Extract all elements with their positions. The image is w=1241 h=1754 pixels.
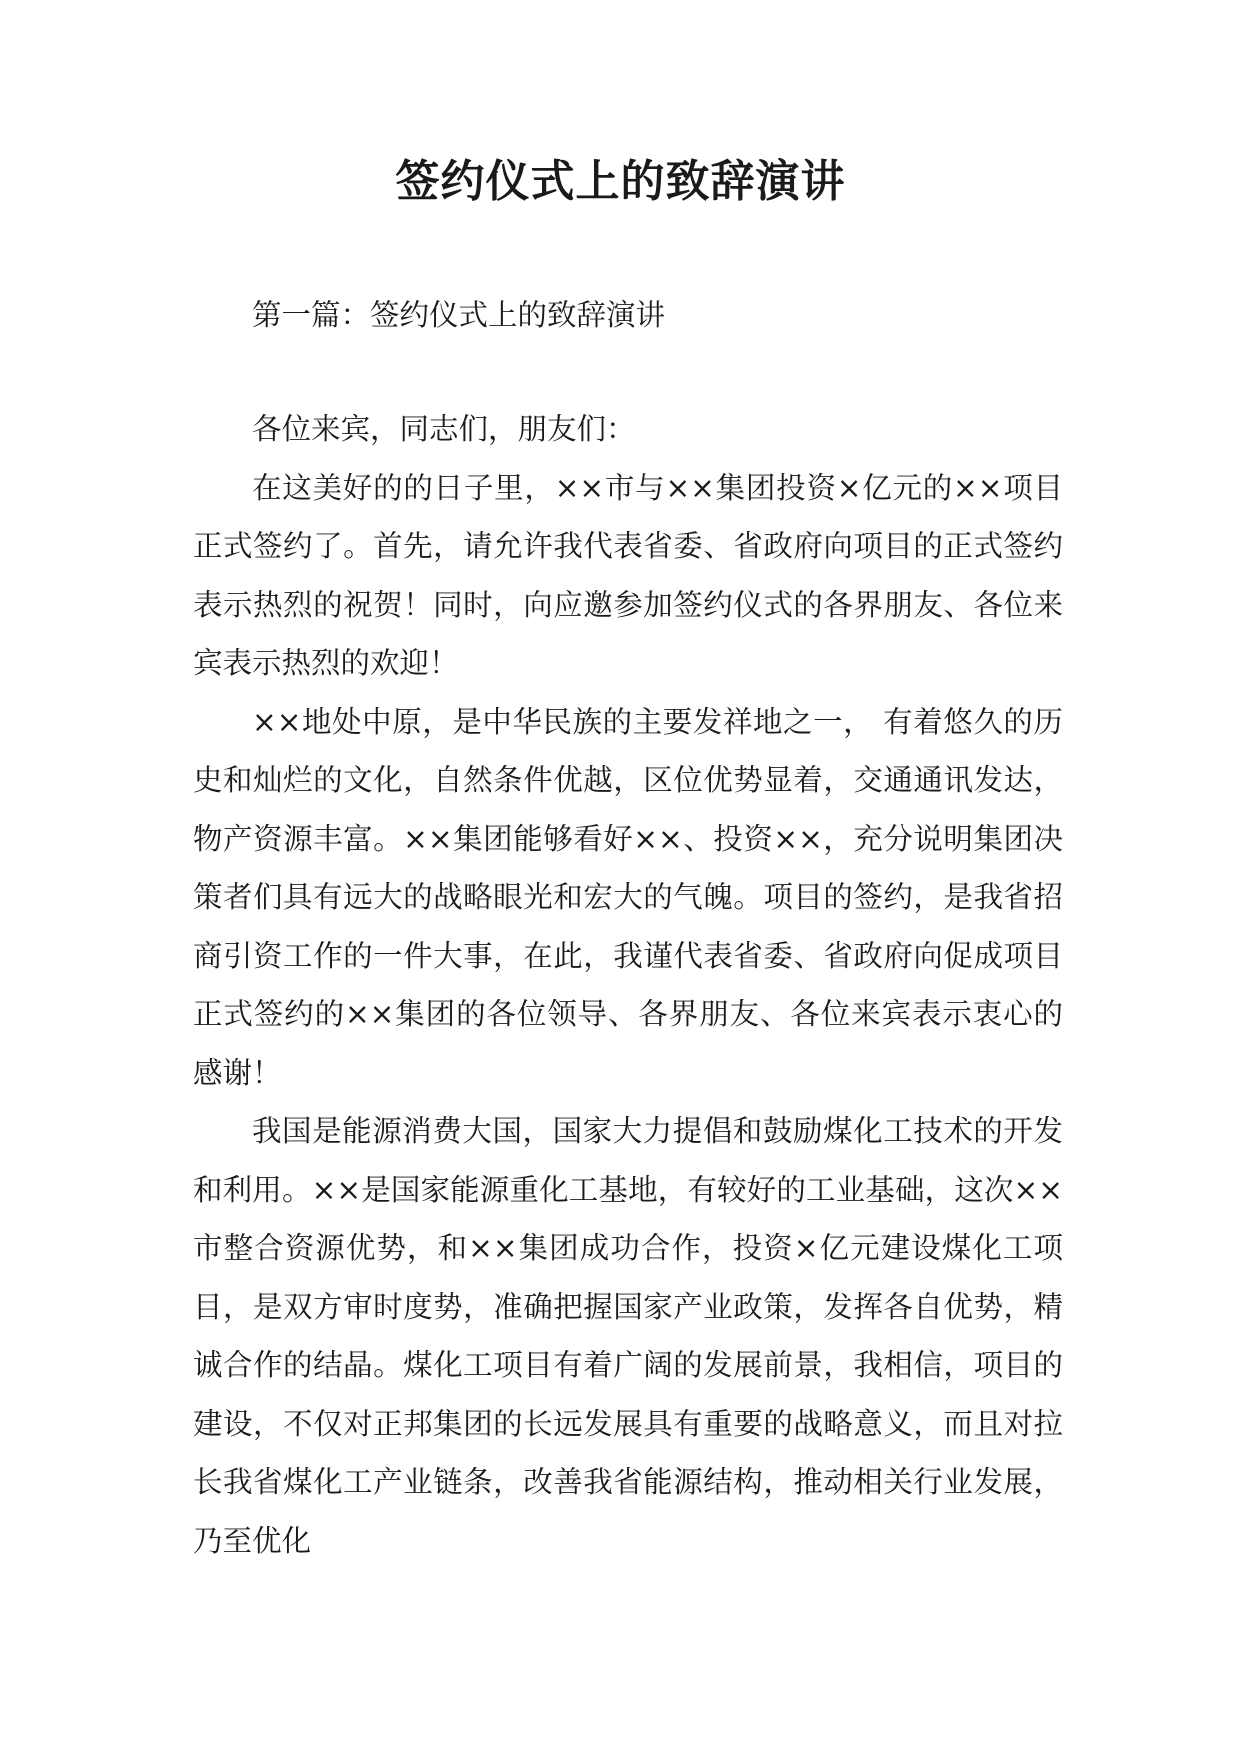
paragraph-2: ××地处中原，是中华民族的主要发祥地之一， 有着悠久的历史和灿烂的文化，自然条件优越，区位优势显着，交通通讯发达，物产资源丰富。××集团能够看好××、投资××，充分说明集团决策者们具有远大的战略眼光和宏大的气魄。项目的签约，是我省招商引资工作的一件大事，在此，我谨代表省委、省政府向促成项目正式签约的××集团的各位领导、各界朋友、各位来宾表示衷心的感谢！ <box>193 704 1063 1090</box>
document-body <box>193 400 1063 1570</box>
salutation: 各位来宾，同志们，朋友们： <box>252 412 636 446</box>
paragraph-3: 我国是能源消费大国，国家大力提倡和鼓励煤化工技术的开发和利用。××是国家能源重化工基地，有较好的工业基础，这次××市整合资源优势，和××集团成功合作，投资×亿元建设煤化工项目，是双方审时度势，准确把握国家产业政策，发挥各自优势，精诚合作的结晶。煤化工项目有着广阔的发展前景，我相信，项目的建设，不仅对正邦集团的长远发展具有重要的战略意义，而且对拉长我省煤化工产业链条，改善我省能源结构，推动相关行业发展，乃至优化 <box>193 1114 1063 1558</box>
paragraph-1: 在这美好的的日子里，××市与××集团投资×亿元的××项目正式签约了。首先，请允许我代表省委、省政府向项目的正式签约表示热烈的祝贺！同时，向应邀参加签约仪式的各界朋友、各位来宾表示热烈的欢迎！ <box>193 470 1063 680</box>
document-title: 签约仪式上的致辞演讲 <box>395 156 846 207</box>
section-heading: 第一篇：签约仪式上的致辞演讲 <box>252 298 666 332</box>
